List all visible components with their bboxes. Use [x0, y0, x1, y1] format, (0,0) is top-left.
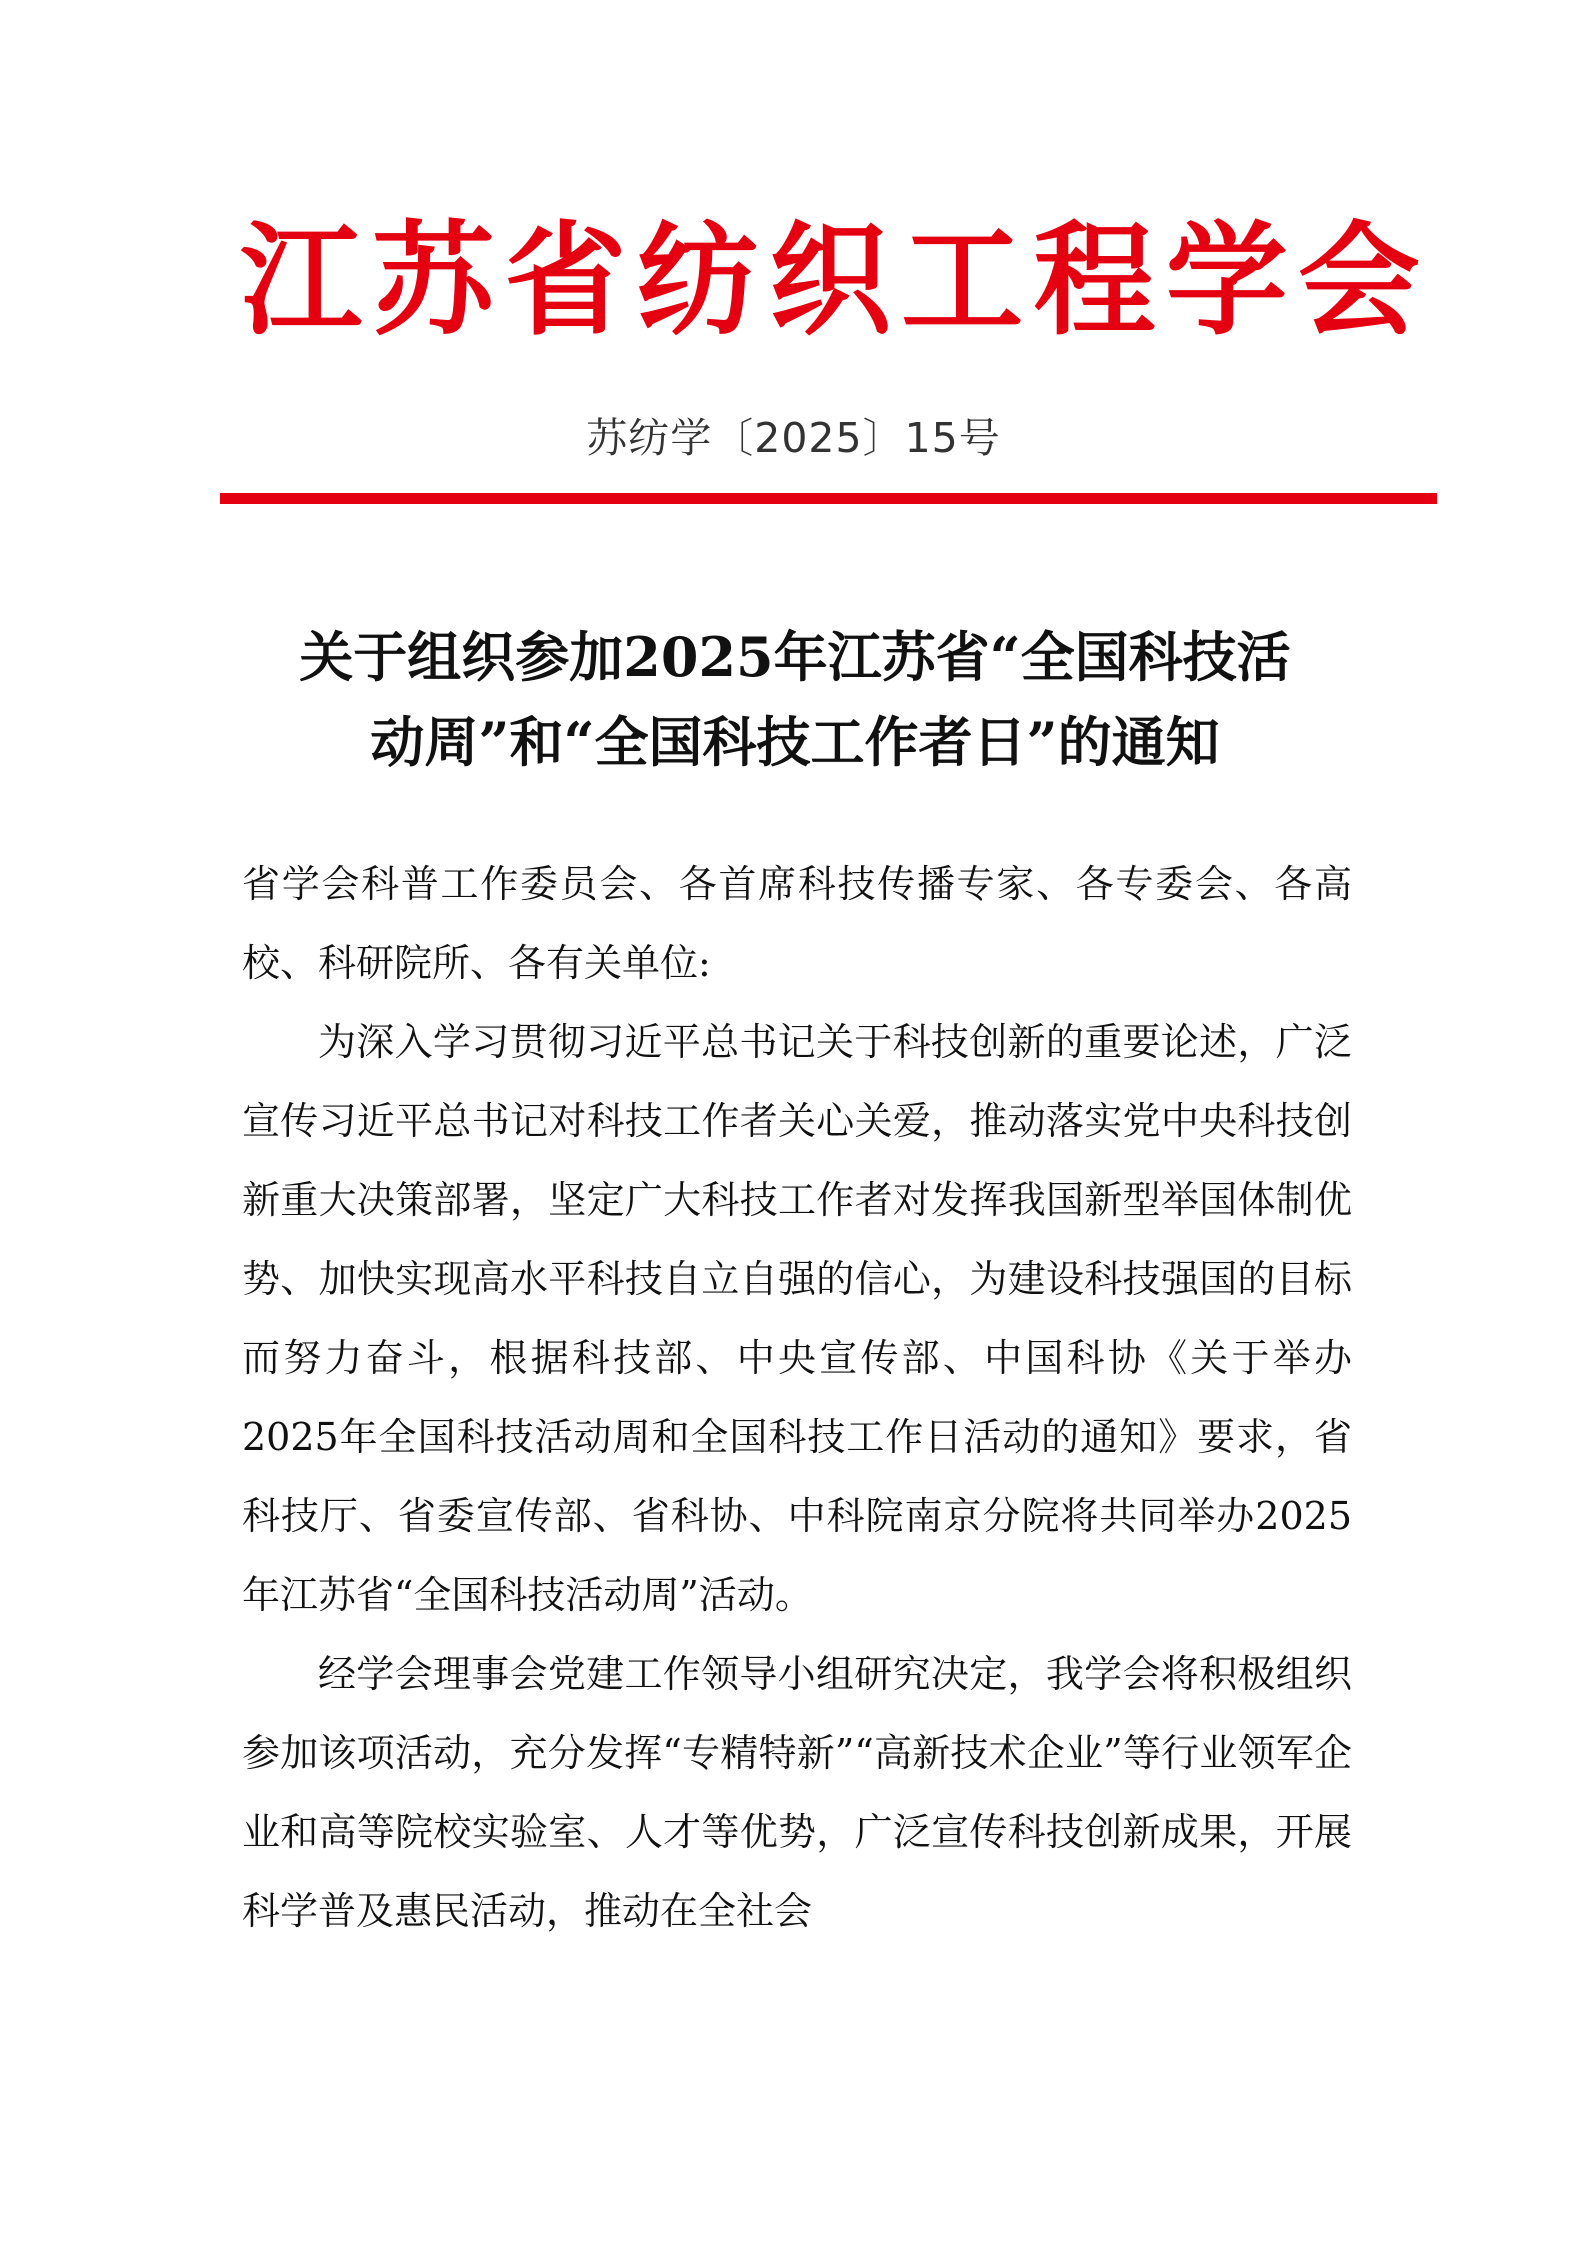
org-name-char-2: 苏	[372, 208, 495, 352]
org-name-char-1: 江	[240, 208, 362, 352]
org-name-char-7: 程	[1033, 208, 1156, 352]
body-paragraph-1: 为深入学习贯彻习近平总书记关于科技创新的重要论述，广泛宣传习近平总书记对科技工作者关心关爱，推动落实党中央科技创新重大决策部署，坚定广大科技工作者对发挥我国新型举国体制优势、加快实现高水平科技自立自强的信心，为建设科技强国的目标而努力奋斗，根据科技部、中央宣传部、中国科协《关于举办2025年全国科技活动周和全国科技工作日活动的通知》要求，省科技厅、省委宣传部、省科协、中科院南京分院将共同举办2025年江苏省“全国科技活动周”活动。	[242, 1020, 1352, 1617]
letterhead-red-divider	[220, 493, 1437, 504]
letterhead-org-name	[240, 205, 1420, 355]
org-name-char-9: 会	[1298, 208, 1420, 352]
notice-body	[242, 845, 1352, 1951]
org-name-char-6: 工	[901, 208, 1024, 352]
org-name-char-5: 织	[769, 208, 891, 352]
org-name-char-3: 省	[504, 208, 627, 352]
org-name-char-8: 学	[1165, 208, 1288, 352]
addressee-line: 省学会科普工作委员会、各首席科技传播专家、各专委会、各高校、科研院所、各有关单位:	[242, 862, 1352, 985]
body-paragraph-2: 经学会理事会党建工作领导小组研究决定，我学会将积极组织参加该项活动，充分发挥“专精特新”“高新技术企业”等行业领军企业和高等院校实验室、人才等优势，广泛宣传科技创新成果，开展科学普及惠民活动，推动在全社会	[242, 1652, 1352, 1933]
notice-title-line-1: 关于组织参加2025年江苏省“全国科技活	[299, 625, 1291, 689]
notice-title-line-2: 动周”和“全国科技工作者日”的通知	[370, 710, 1220, 774]
notice-title	[230, 615, 1360, 785]
org-name-char-4: 纺	[636, 208, 759, 352]
document-number: 苏纺学〔2025〕15号	[586, 414, 1001, 462]
